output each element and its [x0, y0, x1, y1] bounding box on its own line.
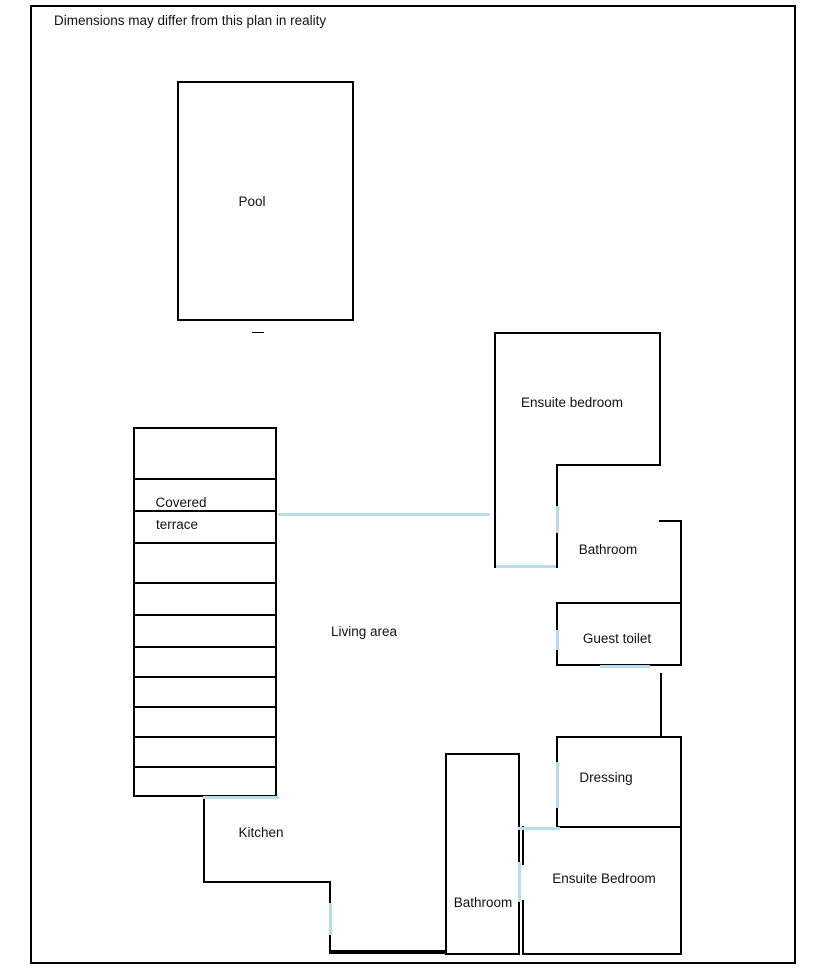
room-label-kitchen: Kitchen [238, 825, 284, 840]
kitchen-wall-left [203, 797, 205, 883]
door-dressing-to-bathroom-lower [518, 827, 560, 830]
ensuite-upper-wall-right [659, 332, 661, 466]
terrace-slat-10 [133, 766, 277, 768]
room-label-dressing: Dressing [579, 770, 633, 785]
dressing-wall-bottom [556, 826, 682, 828]
bathroom-lower-wall-top [445, 753, 520, 755]
terrace-slat-9 [133, 736, 277, 738]
room-label-living-area: Living area [330, 624, 398, 639]
terrace-slat-3 [133, 542, 277, 544]
bathroom-upper-wall-left-lower [556, 532, 558, 568]
terrace-slat-8 [133, 706, 277, 708]
kitchen-wall-right-lower [329, 932, 331, 952]
bathroom-upper-wall-right [680, 520, 682, 604]
ensuite-upper-wall-left [494, 332, 496, 568]
plan-disclaimer-note: Dimensions may differ from this plan in reality [54, 13, 327, 28]
dressing-wall-left-upper [556, 736, 558, 764]
ensuite-lower-wall-bottom [522, 953, 682, 955]
door-dressing-left [556, 762, 559, 808]
terrace-slat-5 [133, 614, 277, 616]
door-ensuite-upper-to-living [496, 565, 556, 568]
ensuite-lower-wall-right [680, 826, 682, 955]
room-label-ensuite-bedroom-upper: Ensuite bedroom [520, 395, 624, 410]
bathroom-upper-wall-top [556, 464, 661, 466]
bathroom-lower-wall-bottom [445, 953, 520, 955]
terrace-slat-2 [133, 510, 277, 512]
terrace-slat-4 [133, 582, 277, 584]
terrace-slat-6 [133, 646, 277, 648]
dressing-wall-top [556, 736, 682, 738]
room-label-pool: Pool [238, 194, 266, 209]
ensuite-lower-wall-left-upper [522, 826, 524, 865]
door-guest-toilet [556, 630, 559, 650]
room-label-guest-toilet: Guest toilet [582, 631, 652, 646]
ensuite-lower-wall-left-lower [522, 900, 524, 955]
bathroom-lower-wall-right-lower [518, 900, 520, 955]
kitchen-wall-bottom-terrace [329, 950, 446, 954]
room-label-covered-terrace-line1: Covered [155, 495, 207, 510]
room-label-ensuite-bedroom-lower: Ensuite Bedroom [552, 871, 656, 886]
door-kitchen-exterior [329, 903, 332, 935]
dressing-wall-right [680, 736, 682, 828]
guest-toilet-wall-right [680, 602, 682, 666]
bathroom-lower-wall-right-upper [518, 753, 520, 849]
door-bathroom-upper [556, 506, 559, 533]
ensuite-upper-wall-top [494, 332, 661, 334]
room-label-covered-terrace-line2: terrace [155, 517, 199, 532]
dressing-wall-left-lower [556, 806, 558, 828]
terrace-slat-1 [133, 478, 277, 480]
terrace-slat-7 [133, 676, 277, 678]
door-kitchen-to-terrace [203, 796, 279, 799]
pool-step-mark [252, 332, 264, 333]
door-guest-toilet-corridor [600, 665, 650, 668]
bathroom-upper-wall-right-step [659, 520, 682, 522]
corridor-wall-right [660, 673, 662, 736]
bathroom-lower-wall-left [445, 753, 447, 955]
kitchen-wall-bottom [203, 881, 331, 883]
guest-toilet-wall-left [556, 602, 558, 632]
covered-terrace-outline [133, 427, 277, 797]
room-label-bathroom-lower: Bathroom [453, 895, 513, 910]
bathroom-upper-wall-bottom [556, 602, 682, 604]
door-terrace-to-living [278, 513, 490, 516]
bathroom-upper-wall-left [556, 464, 558, 506]
room-label-bathroom-upper: Bathroom [578, 542, 638, 557]
door-bathroom-lower [518, 862, 521, 902]
